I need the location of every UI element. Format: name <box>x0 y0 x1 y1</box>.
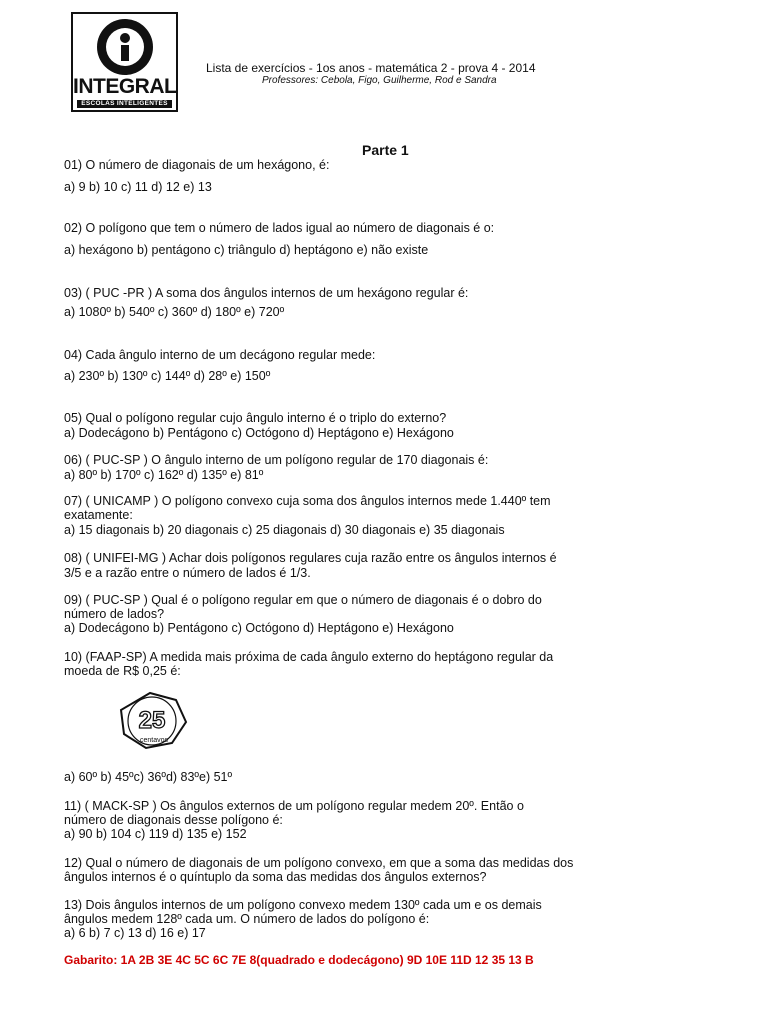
question-08-line-2: 3/5 e a razão entre o número de lados é 1/3. <box>64 566 311 580</box>
part-title: Parte 1 <box>362 142 409 158</box>
question-07-options: a) 15 diagonais b) 20 diagonais c) 25 diagonais d) 30 diagonais e) 35 diagonais <box>64 523 505 537</box>
question-04-options: a) 230º b) 130º c) 144º d) 28º e) 150º <box>64 369 271 383</box>
question-11-line-2: número de diagonais desse polígono é: <box>64 813 283 827</box>
info-icon <box>97 19 153 75</box>
professors-line: Professores: Cebola, Figo, Guilherme, Rod e Sandra <box>262 75 497 86</box>
question-09-options: a) Dodecágono b) Pentágono c) Octógono d) Heptágono e) Hexágono <box>64 621 454 635</box>
logo-tagline: ESCOLAS INTELIGENTES <box>77 100 172 108</box>
question-04-text: 04) Cada ângulo interno de um decágono regular mede: <box>64 348 376 362</box>
question-12-line-2: ângulos internos é o quíntuplo da soma das medidas dos ângulos externos? <box>64 870 487 884</box>
question-07-line-2: exatamente: <box>64 508 133 522</box>
question-12-line-1: 12) Qual o número de diagonais de um polígono convexo, em que a soma das medidas dos <box>64 856 574 870</box>
coin-value: 25 <box>138 707 166 734</box>
question-03-options: a) 1080º b) 540º c) 360º d) 180º e) 720º <box>64 305 285 319</box>
question-06-options: a) 80º b) 170º c) 162º d) 135º e) 81º <box>64 468 264 482</box>
question-05-text: 05) Qual o polígono regular cujo ângulo interno é o triplo do externo? <box>64 411 447 425</box>
question-11-options: a) 90 b) 104 c) 119 d) 135 e) 152 <box>64 827 247 841</box>
question-13-options: a) 6 b) 7 c) 13 d) 16 e) 17 <box>64 926 206 940</box>
question-13-line-2: ângulos medem 128º cada um. O número de lados do polígono é: <box>64 912 430 926</box>
question-01-text: 01) O número de diagonais de um hexágono, é: <box>64 158 330 172</box>
question-01-options: a) 9 b) 10 c) 11 d) 12 e) 13 <box>64 180 212 194</box>
question-11-line-1: 11) ( MACK-SP ) Os ângulos externos de um polígono regular medem 20º. Então o <box>64 799 524 813</box>
question-10-line-1: 10) (FAAP-SP) A medida mais próxima de cada ângulo externo do heptágono regular da <box>64 650 554 664</box>
question-13-line-1: 13) Dois ângulos internos de um polígono convexo medem 130º cada um e os demais <box>64 898 542 912</box>
answer-key: Gabarito: 1A 2B 3E 4C 5C 6C 7E 8(quadrado e dodecágono) 9D 10E 11D 12 35 13 B <box>64 953 534 967</box>
school-logo <box>71 12 178 112</box>
coin-image <box>104 690 214 752</box>
question-09-line-2: número de lados? <box>64 607 165 621</box>
question-10-options: a) 60º b) 45ºc) 36ºd) 83ºe) 51º <box>64 770 233 784</box>
question-02-options: a) hexágono b) pentágono c) triângulo d) heptágono e) não existe <box>64 243 429 257</box>
logo-name: INTEGRAL <box>73 75 177 98</box>
question-05-options: a) Dodecágono b) Pentágono c) Octógono d) Heptágono e) Hexágono <box>64 426 454 440</box>
worksheet-title: Lista de exercícios - 1os anos - matemática 2 - prova 4 - 2014 <box>206 61 536 75</box>
question-08-line-1: 08) ( UNIFEI-MG ) Achar dois polígonos regulares cuja razão entre os ângulos internos é <box>64 551 557 565</box>
coin-label: centavos <box>139 737 169 744</box>
question-07-line-1: 07) ( UNICAMP ) O polígono convexo cuja soma dos ângulos internos mede 1.440º tem <box>64 494 551 508</box>
question-09-line-1: 09) ( PUC-SP ) Qual é o polígono regular em que o número de diagonais é o dobro do <box>64 593 542 607</box>
question-10-line-2: moeda de R$ 0,25 é: <box>64 664 181 678</box>
question-06-text: 06) ( PUC-SP ) O ângulo interno de um polígono regular de 170 diagonais é: <box>64 453 489 467</box>
question-02-text: 02) O polígono que tem o número de lados igual ao número de diagonais é o: <box>64 221 495 235</box>
question-03-text: 03) ( PUC -PR ) A soma dos ângulos internos de um hexágono regular é: <box>64 286 469 300</box>
